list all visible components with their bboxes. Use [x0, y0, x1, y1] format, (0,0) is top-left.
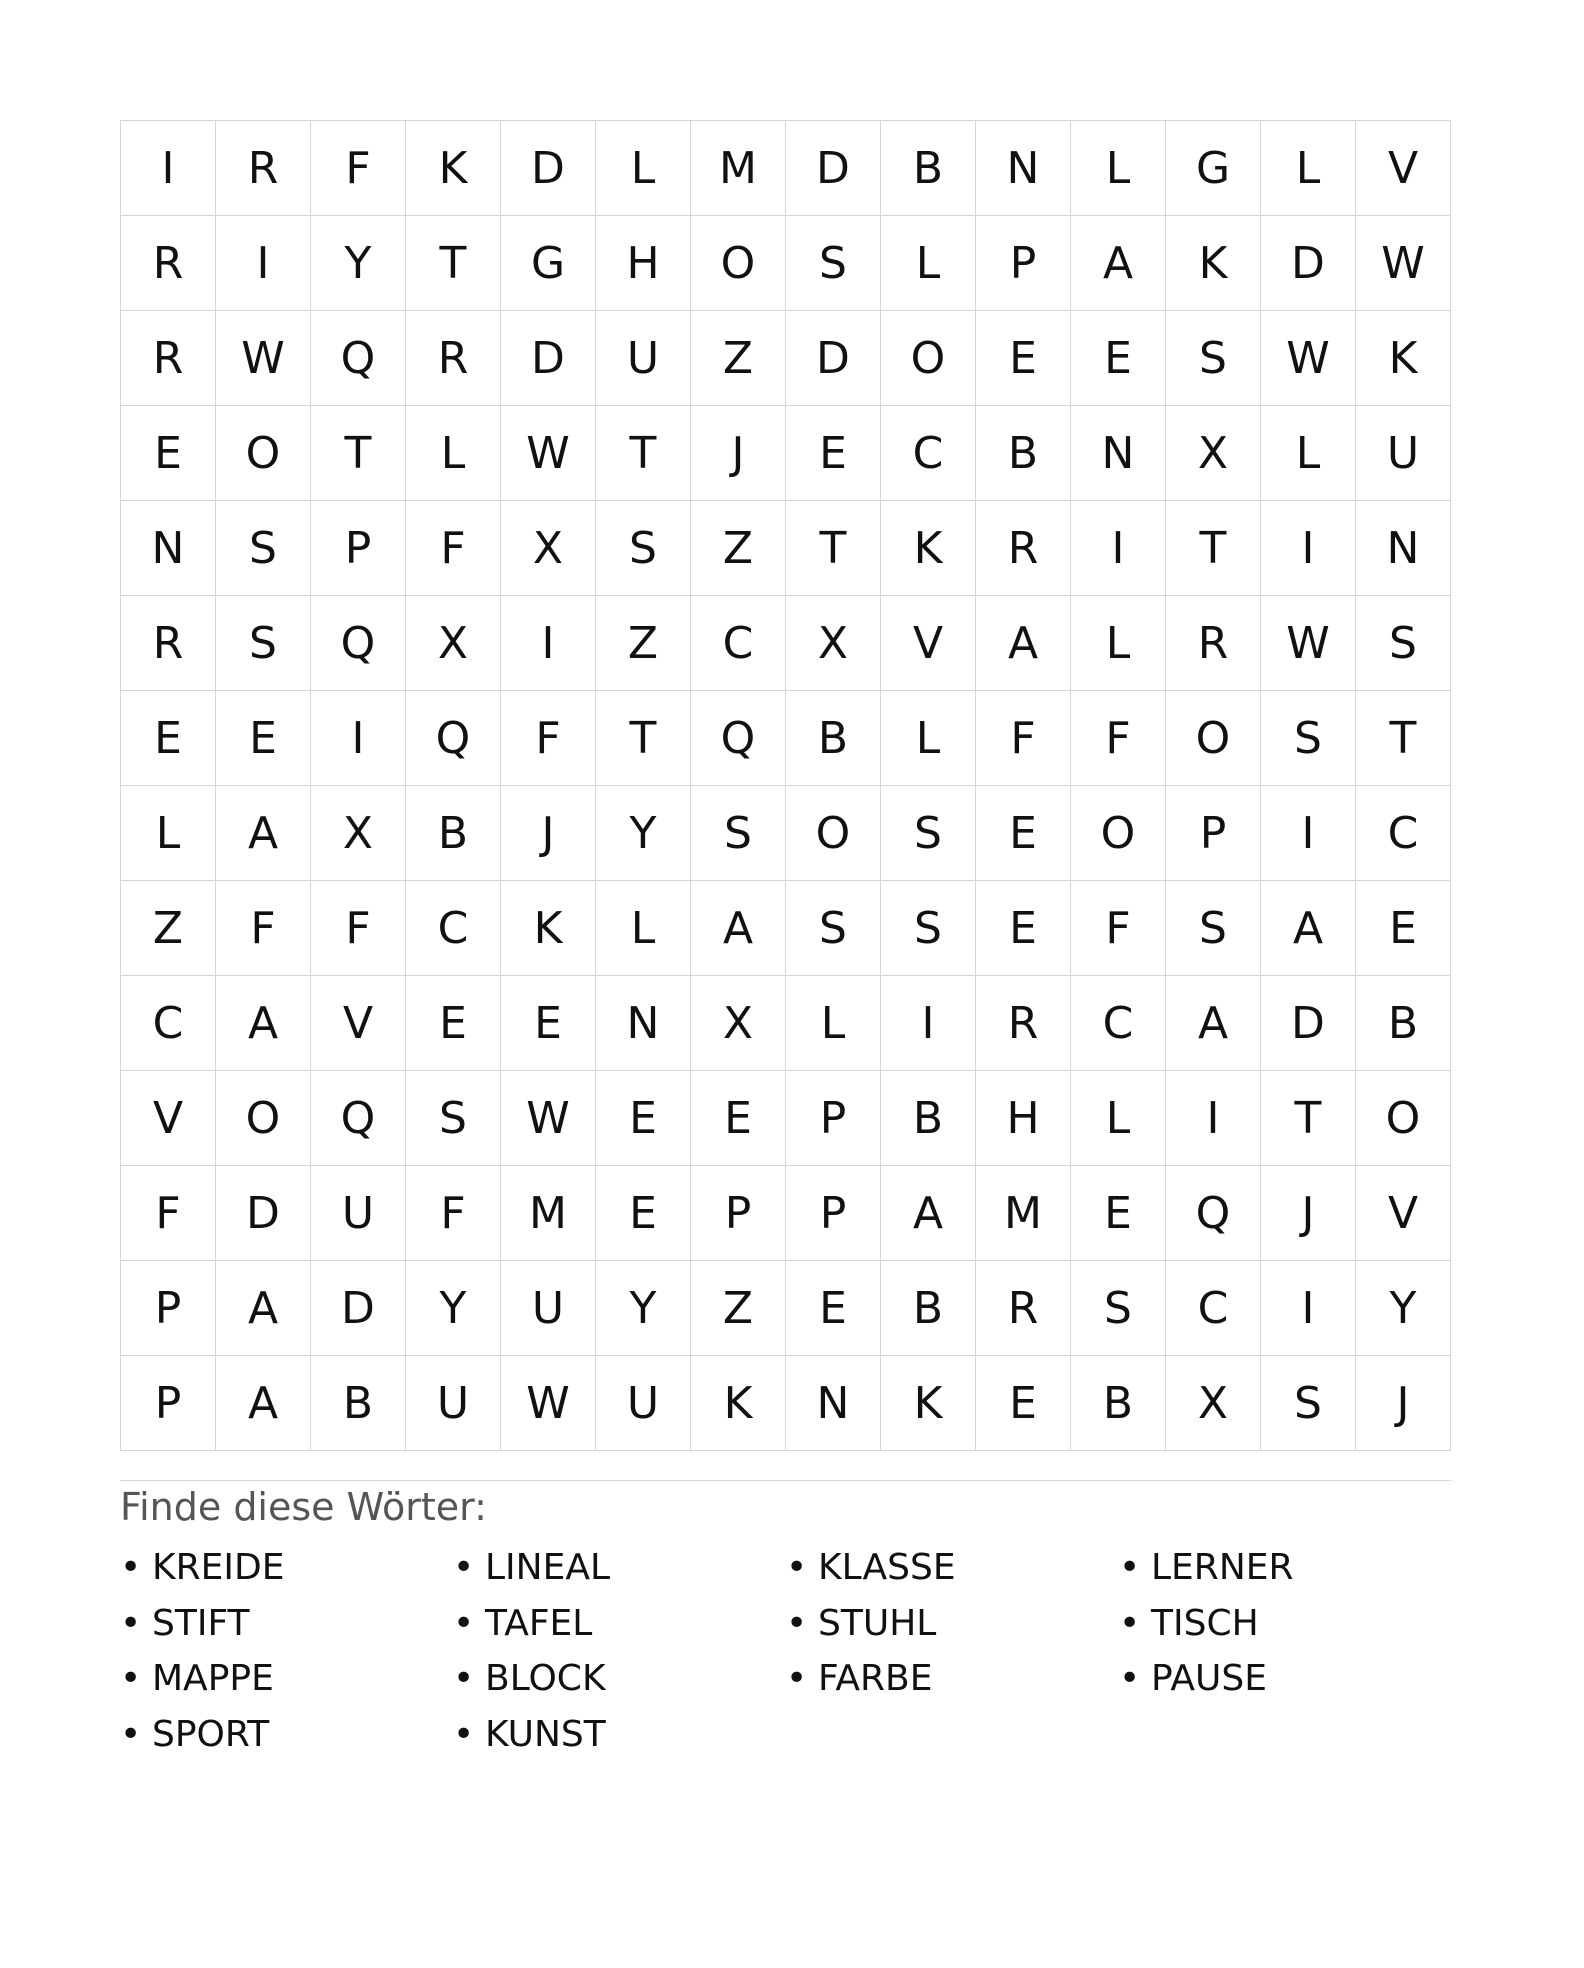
grid-cell[interactable]: H [596, 216, 691, 311]
grid-cell[interactable]: K [1166, 216, 1261, 311]
word-list-item [120, 1596, 453, 1652]
grid-cell[interactable]: G [1166, 121, 1261, 216]
word-label: KUNST [485, 1713, 606, 1755]
grid-cell[interactable]: N [786, 1356, 881, 1451]
grid-cell[interactable]: I [311, 691, 406, 786]
grid-cell[interactable]: Q [311, 311, 406, 406]
word-label: STIFT [152, 1602, 250, 1644]
word-label: FARBE [818, 1658, 933, 1700]
grid-cell[interactable]: X [501, 501, 596, 596]
grid-cell[interactable]: T [1356, 691, 1451, 786]
grid-cell[interactable]: O [216, 1071, 311, 1166]
grid-cell[interactable]: C [1071, 976, 1166, 1071]
grid-cell[interactable]: P [121, 1356, 216, 1451]
grid-cell[interactable]: X [406, 596, 501, 691]
grid-cell[interactable]: K [881, 501, 976, 596]
grid-cell[interactable]: E [121, 406, 216, 501]
grid-cell[interactable]: T [1261, 1071, 1356, 1166]
grid-cell[interactable]: H [976, 1071, 1071, 1166]
grid-cell[interactable]: K [501, 881, 596, 976]
grid-cell[interactable]: S [1166, 881, 1261, 976]
grid-cell[interactable]: O [1166, 691, 1261, 786]
grid-cell[interactable]: O [786, 786, 881, 881]
grid-cell[interactable]: Z [121, 881, 216, 976]
grid-cell[interactable]: I [121, 121, 216, 216]
grid-cell[interactable]: X [1166, 1356, 1261, 1451]
grid-cell[interactable]: S [216, 501, 311, 596]
grid-cell[interactable]: Z [596, 596, 691, 691]
grid-cell[interactable]: C [1356, 786, 1451, 881]
grid-cell[interactable]: X [311, 786, 406, 881]
grid-cell[interactable]: S [216, 596, 311, 691]
grid-cell[interactable]: F [1071, 881, 1166, 976]
grid-cell[interactable]: R [121, 596, 216, 691]
grid-cell[interactable]: Z [691, 501, 786, 596]
bullet-icon: • [120, 1602, 142, 1644]
bullet-icon: • [453, 1547, 475, 1589]
grid-cell[interactable]: J [691, 406, 786, 501]
grid-cell[interactable]: Q [311, 596, 406, 691]
grid-cell[interactable]: E [1071, 1166, 1166, 1261]
grid-cell[interactable]: C [406, 881, 501, 976]
word-list-item [1119, 1540, 1452, 1596]
grid-cell[interactable]: L [1071, 121, 1166, 216]
grid-cell[interactable]: E [501, 976, 596, 1071]
word-list-item [453, 1596, 786, 1652]
grid-cell[interactable]: A [1166, 976, 1261, 1071]
grid-cell[interactable]: S [786, 216, 881, 311]
grid-cell[interactable]: L [1261, 121, 1356, 216]
word-list [120, 1540, 1451, 1762]
letter-grid [120, 120, 1451, 1451]
grid-cell[interactable]: N [1071, 406, 1166, 501]
bullet-icon: • [120, 1658, 142, 1700]
bullet-icon: • [453, 1713, 475, 1755]
grid-cell[interactable]: B [881, 121, 976, 216]
grid-cell[interactable]: E [1356, 881, 1451, 976]
grid-cell[interactable]: X [1166, 406, 1261, 501]
grid-cell[interactable]: E [406, 976, 501, 1071]
grid-cell[interactable]: S [881, 881, 976, 976]
grid-cell[interactable]: T [596, 406, 691, 501]
grid-cell[interactable]: E [691, 1071, 786, 1166]
grid-cell[interactable]: D [786, 121, 881, 216]
bullet-icon: • [1119, 1602, 1141, 1644]
grid-cell[interactable]: J [1356, 1356, 1451, 1451]
grid-cell[interactable]: S [691, 786, 786, 881]
grid-cell[interactable]: A [976, 596, 1071, 691]
grid-cell[interactable]: L [1261, 406, 1356, 501]
bullet-icon: • [453, 1602, 475, 1644]
grid-cell[interactable]: Q [691, 691, 786, 786]
grid-cell[interactable]: F [1071, 691, 1166, 786]
word-label: PAUSE [1151, 1658, 1267, 1700]
grid-cell[interactable]: R [121, 311, 216, 406]
grid-cell[interactable]: N [976, 121, 1071, 216]
grid-cell[interactable]: L [121, 786, 216, 881]
grid-cell[interactable]: R [1166, 596, 1261, 691]
grid-cell[interactable]: F [311, 881, 406, 976]
grid-cell[interactable]: E [976, 786, 1071, 881]
grid-cell[interactable]: X [691, 976, 786, 1071]
grid-cell[interactable]: Q [311, 1071, 406, 1166]
grid-cell[interactable]: W [501, 1071, 596, 1166]
grid-cell[interactable]: B [881, 1261, 976, 1356]
grid-cell[interactable]: L [596, 881, 691, 976]
grid-cell[interactable]: K [881, 1356, 976, 1451]
grid-cell[interactable]: V [311, 976, 406, 1071]
word-list-item [120, 1651, 453, 1707]
grid-cell[interactable]: I [1166, 1071, 1261, 1166]
grid-cell[interactable]: E [786, 1261, 881, 1356]
grid-cell[interactable]: P [121, 1261, 216, 1356]
grid-cell[interactable]: D [311, 1261, 406, 1356]
grid-cell[interactable]: F [216, 881, 311, 976]
grid-cell[interactable]: K [691, 1356, 786, 1451]
grid-cell[interactable]: B [1356, 976, 1451, 1071]
grid-cell[interactable]: E [786, 406, 881, 501]
grid-cell[interactable]: C [121, 976, 216, 1071]
bullet-icon: • [453, 1658, 475, 1700]
grid-cell[interactable]: D [501, 311, 596, 406]
grid-cell[interactable]: F [121, 1166, 216, 1261]
grid-cell[interactable]: T [406, 216, 501, 311]
divider [120, 1480, 1451, 1481]
grid-cell[interactable]: B [881, 1071, 976, 1166]
grid-cell[interactable]: P [786, 1166, 881, 1261]
grid-cell[interactable]: A [216, 976, 311, 1071]
word-list-item [1119, 1596, 1452, 1652]
grid-cell[interactable]: R [121, 216, 216, 311]
grid-cell[interactable]: V [1356, 1166, 1451, 1261]
grid-cell[interactable]: V [1356, 121, 1451, 216]
word-label: LERNER [1151, 1547, 1294, 1589]
word-list-item [120, 1540, 453, 1596]
grid-cell[interactable]: N [1356, 501, 1451, 596]
grid-cell[interactable]: R [216, 121, 311, 216]
grid-cell[interactable]: E [596, 1166, 691, 1261]
grid-cell[interactable]: U [311, 1166, 406, 1261]
grid-cell[interactable]: P [691, 1166, 786, 1261]
grid-cell[interactable]: E [121, 691, 216, 786]
grid-cell[interactable]: M [501, 1166, 596, 1261]
grid-cell[interactable]: D [1261, 976, 1356, 1071]
grid-cell[interactable]: S [786, 881, 881, 976]
grid-cell[interactable]: Y [311, 216, 406, 311]
grid-cell[interactable]: F [501, 691, 596, 786]
grid-cell[interactable]: K [406, 121, 501, 216]
grid-cell[interactable]: O [1071, 786, 1166, 881]
grid-cell[interactable]: F [406, 1166, 501, 1261]
grid-cell[interactable]: Y [1356, 1261, 1451, 1356]
grid-cell[interactable]: O [1356, 1071, 1451, 1166]
bullet-icon: • [120, 1547, 142, 1589]
grid-cell[interactable]: I [501, 596, 596, 691]
word-label: STUHL [818, 1602, 937, 1644]
grid-cell[interactable]: T [311, 406, 406, 501]
word-list-item [786, 1651, 1119, 1707]
word-list-item [1119, 1651, 1452, 1707]
grid-cell[interactable]: U [1356, 406, 1451, 501]
grid-cell[interactable]: I [1261, 501, 1356, 596]
word-label: TAFEL [485, 1602, 593, 1644]
grid-cell[interactable]: Z [691, 311, 786, 406]
grid-cell[interactable]: O [216, 406, 311, 501]
grid-cell[interactable]: C [1166, 1261, 1261, 1356]
word-list-item [453, 1707, 786, 1763]
word-list-item [786, 1540, 1119, 1596]
grid-cell[interactable]: B [786, 691, 881, 786]
word-label: LINEAL [485, 1547, 611, 1589]
bullet-icon: • [786, 1547, 808, 1589]
word-list-title: Finde diese Wörter: [120, 1485, 487, 1529]
grid-cell[interactable]: F [311, 121, 406, 216]
grid-cell[interactable]: F [406, 501, 501, 596]
grid-cell[interactable]: R [406, 311, 501, 406]
grid-cell[interactable]: B [976, 406, 1071, 501]
grid-cell[interactable]: D [216, 1166, 311, 1261]
grid-cell[interactable]: O [881, 311, 976, 406]
bullet-icon: • [1119, 1658, 1141, 1700]
grid-cell[interactable]: L [1071, 596, 1166, 691]
grid-cell[interactable]: Z [691, 1261, 786, 1356]
grid-cell[interactable]: G [501, 216, 596, 311]
grid-cell[interactable]: Y [596, 1261, 691, 1356]
grid-cell[interactable]: Y [596, 786, 691, 881]
grid-cell[interactable]: E [976, 1356, 1071, 1451]
word-list-item [453, 1540, 786, 1596]
grid-cell[interactable]: S [1261, 691, 1356, 786]
grid-cell[interactable]: E [976, 311, 1071, 406]
grid-cell[interactable]: L [881, 691, 976, 786]
grid-cell[interactable]: L [406, 406, 501, 501]
word-list-item [120, 1707, 453, 1763]
grid-cell[interactable]: E [976, 881, 1071, 976]
word-label: KREIDE [152, 1547, 285, 1589]
grid-cell[interactable]: S [881, 786, 976, 881]
grid-cell[interactable]: D [501, 121, 596, 216]
grid-cell[interactable]: A [216, 1261, 311, 1356]
grid-cell[interactable]: N [596, 976, 691, 1071]
word-label: BLOCK [485, 1658, 606, 1700]
grid-cell[interactable]: U [596, 311, 691, 406]
grid-cell[interactable]: P [976, 216, 1071, 311]
grid-cell[interactable]: A [1261, 881, 1356, 976]
grid-cell[interactable]: S [596, 501, 691, 596]
grid-cell[interactable]: W [501, 1356, 596, 1451]
grid-cell[interactable]: J [1261, 1166, 1356, 1261]
grid-cell[interactable]: T [1166, 501, 1261, 596]
word-label: SPORT [152, 1713, 270, 1755]
grid-cell[interactable]: E [216, 691, 311, 786]
grid-cell[interactable]: J [501, 786, 596, 881]
word-label: KLASSE [818, 1547, 956, 1589]
grid-cell[interactable]: I [1261, 786, 1356, 881]
grid-cell[interactable]: A [881, 1166, 976, 1261]
grid-cell[interactable]: A [216, 1356, 311, 1451]
word-list-item [453, 1651, 786, 1707]
word-list-item [786, 1596, 1119, 1652]
grid-cell[interactable]: F [976, 691, 1071, 786]
grid-cell[interactable]: W [216, 311, 311, 406]
grid-cell[interactable]: R [976, 1261, 1071, 1356]
grid-cell[interactable]: I [881, 976, 976, 1071]
grid-cell[interactable]: W [501, 406, 596, 501]
grid-cell[interactable]: Q [406, 691, 501, 786]
grid-cell[interactable]: M [691, 121, 786, 216]
grid-cell[interactable]: W [1261, 596, 1356, 691]
grid-cell[interactable]: O [691, 216, 786, 311]
grid-cell[interactable]: A [691, 881, 786, 976]
grid-cell[interactable]: U [501, 1261, 596, 1356]
grid-cell[interactable]: V [881, 596, 976, 691]
bullet-icon: • [786, 1602, 808, 1644]
grid-cell[interactable]: S [1071, 1261, 1166, 1356]
grid-cell[interactable]: S [406, 1071, 501, 1166]
grid-cell[interactable]: I [1071, 501, 1166, 596]
grid-cell[interactable]: C [881, 406, 976, 501]
grid-cell[interactable]: E [1071, 311, 1166, 406]
grid-cell[interactable]: M [976, 1166, 1071, 1261]
grid-cell[interactable]: R [976, 976, 1071, 1071]
grid-cell[interactable]: N [121, 501, 216, 596]
grid-cell[interactable]: L [596, 121, 691, 216]
bullet-icon: • [1119, 1547, 1141, 1589]
grid-cell[interactable]: T [596, 691, 691, 786]
bullet-icon: • [786, 1658, 808, 1700]
grid-cell[interactable]: D [1261, 216, 1356, 311]
grid-cell[interactable]: Q [1166, 1166, 1261, 1261]
grid-cell[interactable]: K [1356, 311, 1451, 406]
grid-cell[interactable]: S [1166, 311, 1261, 406]
grid-cell[interactable]: P [786, 1071, 881, 1166]
grid-cell[interactable]: L [786, 976, 881, 1071]
grid-cell[interactable]: A [1071, 216, 1166, 311]
grid-cell[interactable]: W [1261, 311, 1356, 406]
grid-cell[interactable]: Y [406, 1261, 501, 1356]
grid-cell[interactable]: A [216, 786, 311, 881]
grid-cell[interactable]: T [786, 501, 881, 596]
grid-cell[interactable]: I [1261, 1261, 1356, 1356]
grid-cell[interactable]: U [406, 1356, 501, 1451]
grid-cell[interactable]: S [1261, 1356, 1356, 1451]
grid-cell[interactable]: D [786, 311, 881, 406]
grid-cell[interactable]: X [786, 596, 881, 691]
grid-cell[interactable]: B [311, 1356, 406, 1451]
grid-cell[interactable]: P [311, 501, 406, 596]
grid-cell[interactable]: V [121, 1071, 216, 1166]
grid-cell[interactable]: L [1071, 1071, 1166, 1166]
grid-cell[interactable]: U [596, 1356, 691, 1451]
grid-cell[interactable]: R [976, 501, 1071, 596]
grid-cell[interactable]: B [406, 786, 501, 881]
word-label: TISCH [1151, 1602, 1259, 1644]
bullet-icon: • [120, 1713, 142, 1755]
word-label: MAPPE [152, 1658, 274, 1700]
grid-cell[interactable]: W [1356, 216, 1451, 311]
grid-cell[interactable]: C [691, 596, 786, 691]
grid-cell[interactable]: S [1356, 596, 1451, 691]
grid-cell[interactable]: L [881, 216, 976, 311]
grid-cell[interactable]: P [1166, 786, 1261, 881]
grid-cell[interactable]: B [1071, 1356, 1166, 1451]
grid-cell[interactable]: I [216, 216, 311, 311]
grid-cell[interactable]: E [596, 1071, 691, 1166]
